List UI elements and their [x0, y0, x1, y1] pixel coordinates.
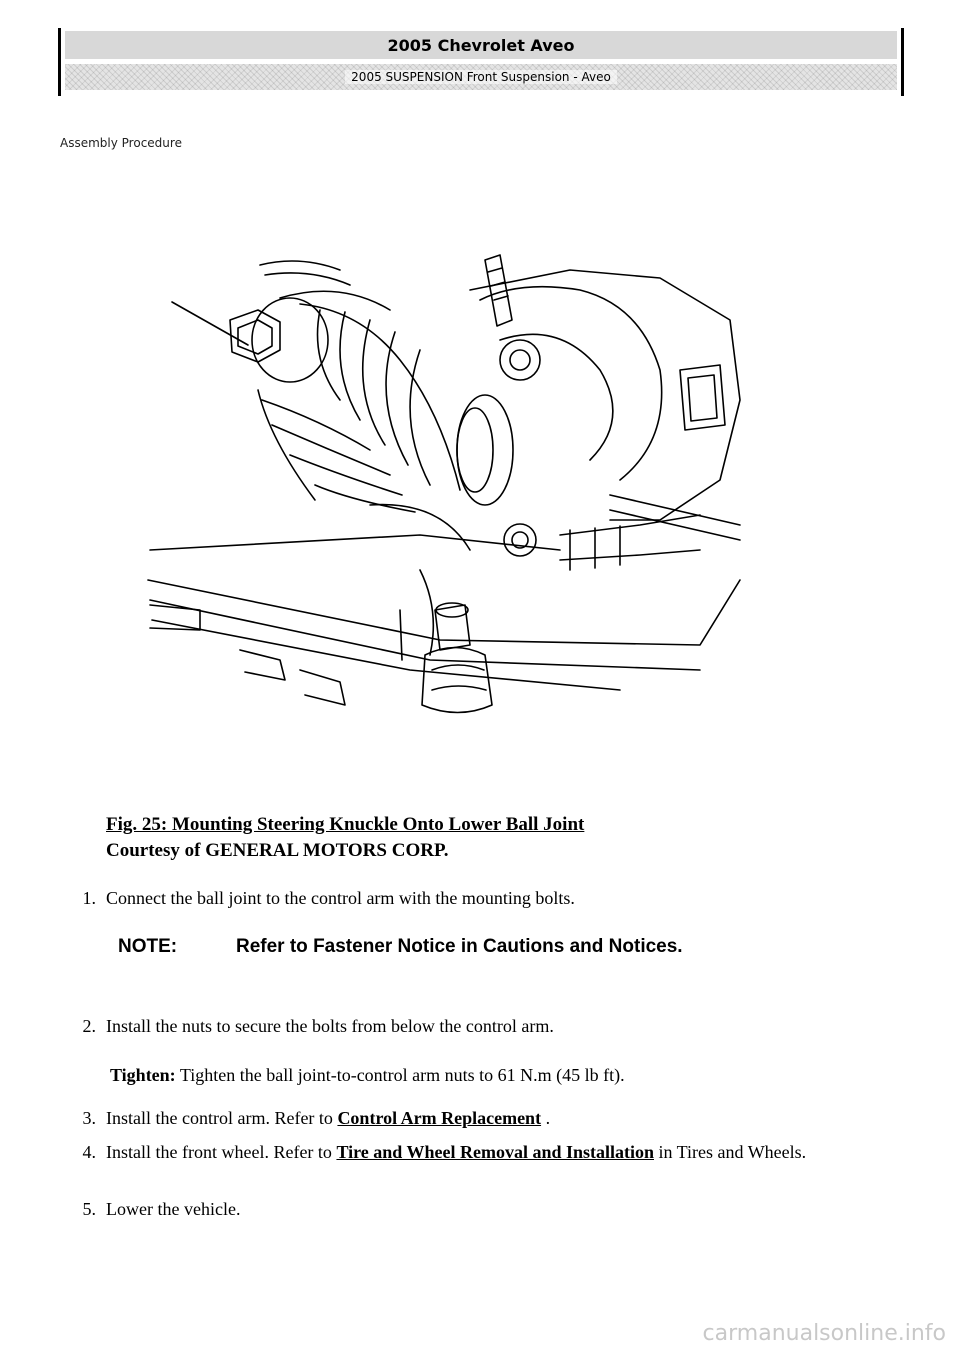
watermark: carmanualsonline.info: [702, 1321, 946, 1346]
header-subtitle-bar: [65, 64, 897, 90]
note-label: NOTE:: [118, 936, 178, 957]
step-item: [70, 1106, 870, 1130]
step-number: 2.: [82, 1016, 96, 1036]
tighten-label: Tighten:: [110, 1065, 176, 1085]
step-text-before: Install the front wheel. Refer to: [106, 1142, 337, 1162]
step-text: [106, 1140, 870, 1164]
note-text: Refer to Fastener Notice in Cautions and Notices.: [236, 936, 683, 957]
step-item: [70, 1197, 870, 1221]
step-item: [70, 886, 870, 910]
step-text-before: Install the control arm. Refer to: [106, 1108, 338, 1128]
steering-knuckle-illustration: [140, 250, 750, 730]
note-box: [118, 934, 696, 960]
figure-caption-title: Fig. 25: Mounting Steering Knuckle Onto Lower Ball Joint: [106, 814, 585, 835]
figure-caption: [106, 812, 584, 864]
step-text-after: .: [541, 1108, 551, 1128]
step-text: [106, 1106, 870, 1130]
step-text: Install the nuts to secure the bolts from below the control arm.: [106, 1016, 554, 1036]
step-text-after: in Tires and Wheels.: [654, 1142, 807, 1162]
tire-wheel-removal-link[interactable]: Tire and Wheel Removal and Installation: [336, 1142, 654, 1162]
header-subtitle: 2005 SUSPENSION Front Suspension - Aveo: [345, 70, 617, 84]
step-item: [70, 1140, 870, 1164]
document-header: [58, 28, 904, 96]
section-label: Assembly Procedure: [60, 136, 182, 150]
step-number: 1.: [82, 888, 96, 908]
control-arm-replacement-link[interactable]: Control Arm Replacement: [337, 1108, 542, 1128]
tighten-text: Tighten the ball joint-to-control arm nuts to 61 N.m (45 lb ft).: [175, 1065, 625, 1085]
step-number: 3.: [82, 1108, 96, 1128]
step-item: [70, 1014, 870, 1038]
header-title: 2005 Chevrolet Aveo: [65, 31, 897, 59]
step-number: 4.: [82, 1142, 96, 1162]
step-text: Lower the vehicle.: [106, 1199, 241, 1219]
step-number: 5.: [82, 1199, 96, 1219]
step-text: Connect the ball joint to the control arm with the mounting bolts.: [106, 888, 575, 908]
tighten-spec: [110, 1065, 625, 1086]
figure-caption-credit: Courtesy of GENERAL MOTORS CORP.: [106, 840, 449, 861]
